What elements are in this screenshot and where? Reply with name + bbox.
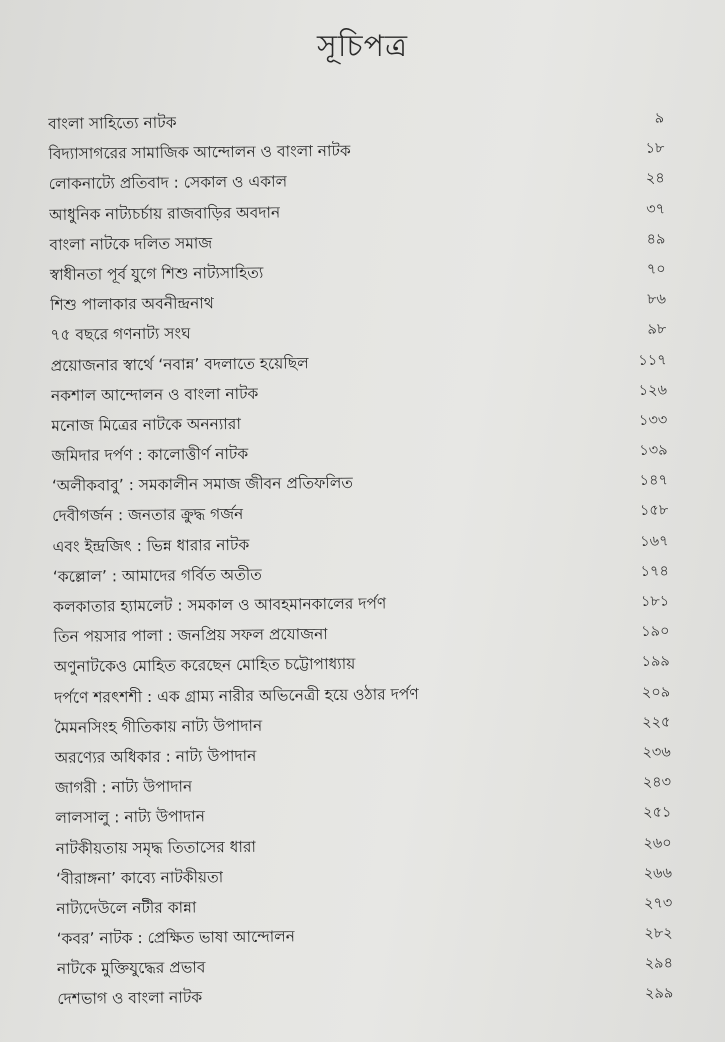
toc-entry-page-number: ১৯০ [641,623,670,641]
toc-entry-title: প্রয়োজনার স্বার্থে ‘নবান্ন’ বদলাতে হয়েছিল [50,353,309,375]
page-title: সূচিপত্র [317,29,408,64]
toc-entry-page-number: ২৪ [645,170,665,188]
toc-entry-title: নাট্যদেউলে নটীর কান্না [56,898,197,918]
toc-entry-title: অণুনাটকেও মোহিত করেছেন মোহিত চট্টোপাধ্যায় [53,655,356,677]
toc-entry-title: নাটকীয়তায় সমৃদ্ধ তিতাসের ধারা [55,837,257,858]
toc-entry-page-number: ২৫১ [643,804,672,822]
toc-entry-title: বিদ্যাসাগরের সামাজিক আন্দোলন ও বাংলা নাটক [48,142,351,164]
toc-entry-title: ‘কবর’ নাটক : প্রেক্ষিত ভাষা আন্দোলন [56,927,296,949]
toc-entry-page-number: ২৬৬ [643,865,673,882]
toc-entry-page-number: ১৩৯ [639,442,668,459]
toc-entry [57,981,677,1018]
toc-entry-title: ৭৫ বছরে গণনাট্য সংঘ [50,324,191,345]
toc-entry-page-number: ১২৬ [638,382,668,399]
toc-entry-page-number: ২৬০ [643,835,672,852]
toc-entry-page-number: ১৯৯ [641,653,670,671]
toc-entry-page-number: ১৬৭ [640,533,669,550]
toc-entry-page-number: ৮৬ [647,291,667,308]
toc-entry-page-number: ২০৯ [641,684,671,701]
toc-entry-page-number: ১৩৩ [638,412,668,429]
toc-entry-page-number: ২৪৩ [642,774,672,791]
toc-entry-title: মৈমনসিংহ গীতিকায় নাট্য উপাদান [54,716,263,737]
toc-entry-page-number: ৯ [654,110,665,127]
toc-entry-title: দর্পণে শরৎশশী : এক গ্রাম্য নারীর অভিনেত্রী হয়ে ওঠার দর্পণ [54,684,419,707]
toc-entry-page-number: ২৮২ [644,925,673,942]
toc-entry-title: ‘বীরাঙ্গনা’ কাব্যে নাটকীয়তা [55,867,224,888]
toc-entry-page-number: ১৮ [645,140,665,157]
toc-entry-page-number: ১৮১ [640,593,670,610]
toc-entry-page-number: ৭০ [646,261,666,278]
toc-entry-page-number: ২৯৪ [644,955,674,973]
toc-entry-title: জমিদার দর্পণ : কালোত্তীর্ণ নাটক [51,444,249,466]
toc-entry-title: অরণ্যের অধিকার : নাট্য উপাদান [54,746,257,767]
toc-entry-page-number: ৪৯ [646,231,666,248]
toc-entry-page-number: ২২৫ [642,714,671,731]
toc-entry-page-number: ২৯৯ [644,985,674,1003]
toc-entry-page-number: ৩৭ [646,201,666,218]
toc-entry-title: ‘কল্লোল’ : আমাদের গর্বিত অতীত [52,565,262,586]
toc-entry-title: স্বাধীনতা পূর্ব যুগে শিশু নাট্যসাহিত্য [49,263,264,284]
toc-entry-page-number: ১৫৮ [639,502,669,520]
toc-entry-title: এবং ইন্দ্রজিৎ : ভিন্ন ধারার নাটক [52,535,250,556]
toc-entry-page-number: ১৪৭ [639,472,668,490]
toc-entry-title: কলকাতার হ্যামলেট : সমকাল ও আবহমানকালের দর্পণ [53,594,387,616]
toc-entry-page-number: ২৩৬ [642,744,671,761]
toc-entry-title: নাটকে মুক্তিযুদ্ধের প্রভাব [56,958,206,979]
toc-entry-title: আধুনিক নাট্যচর্চায় রাজবাড়ির অবদান [48,203,281,224]
toc-entry-title: লালসালু : নাট্য উপাদান [55,807,206,828]
toc-entry-title: বাংলা সাহিত্যে নাটক [48,113,177,133]
toc-entry-title: নকশাল আন্দোলন ও বাংলা নাটক [50,384,259,405]
toc-entry-title: লোকনাট্যে প্রতিবাদ : সেকাল ও একাল [48,172,288,194]
toc-entry-title: দেশভাগ ও বাংলা নাটক [57,988,203,1009]
toc-entry-title: তিন পয়সার পালা : জনপ্রিয় সফল প্রযোজনা [53,625,328,647]
toc-entry-title: শিশু পালাকার অবনীন্দ্রনাথ [49,294,214,315]
toc-entry-title: ‘অলীকবাবু’ : সমকালীন সমাজ জীবন প্রতিফলিত [51,474,354,496]
toc-entry-page-number: ১১৭ [638,352,667,369]
toc-entry-title: জাগরী : নাট্য উপাদান [54,777,193,798]
table-of-contents [48,106,677,1018]
toc-entry-title: দেবীগর্জন : জনতার ক্রুদ্ধ গর্জন [52,505,244,526]
toc-entry-page-number: ১৭৪ [640,563,669,580]
toc-entry-title: মনোজ মিত্রের নাটকে অনন্যারা [51,414,241,435]
toc-entry-title: বাংলা নাটকে দলিত সমাজ [49,234,213,254]
toc-entry-page-number: ৯৮ [647,321,667,339]
toc-entry-page-number: ২৭৩ [643,895,673,912]
